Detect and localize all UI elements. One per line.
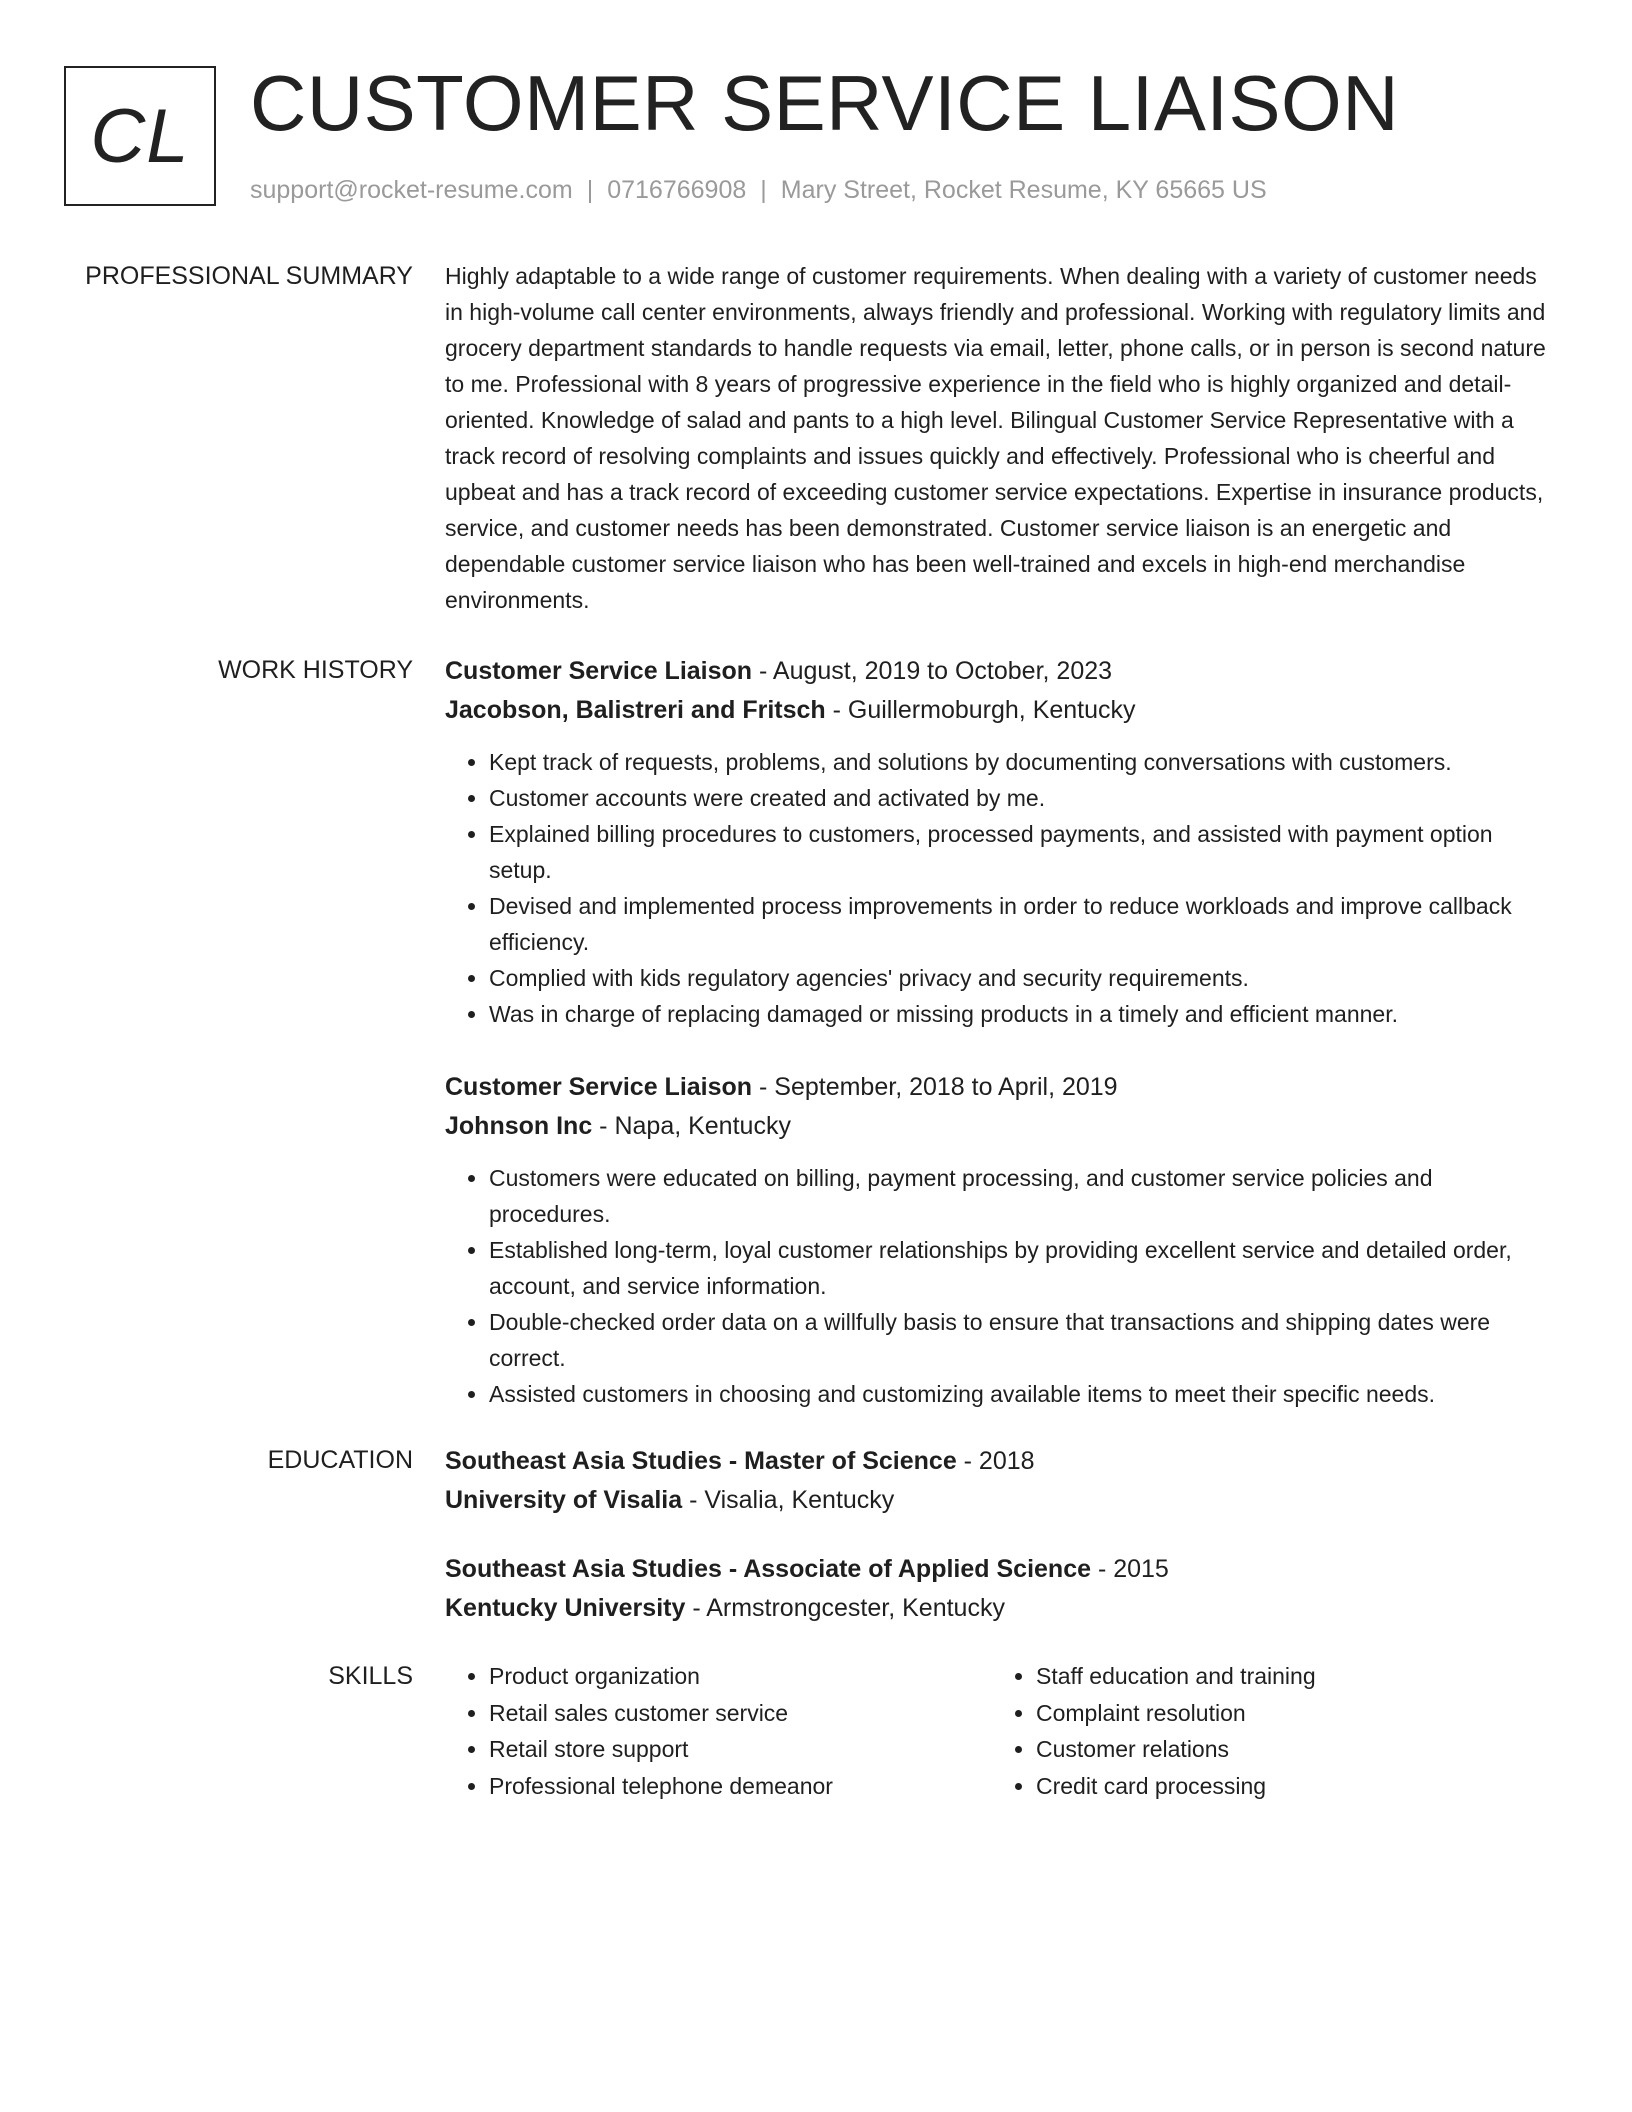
list-item: • Kept track of requests, problems, and solutions by documenting conversations with customers. [489,744,1560,780]
section-label: SKILLS [328,1662,413,1690]
list-item: • Double-checked order data on a willfully basis to ensure that transactions and shipping dates were correct. [489,1304,1560,1376]
degree-year: - 2015 [1091,1555,1169,1583]
degree-year: - 2018 [956,1447,1035,1475]
job-company: Jacobson, Balistreri and Fritsch [445,696,826,724]
job-dates: - August, 2019 to October, 2023 [752,657,1113,685]
list-item: • Complied with kids regulatory agencies' privacy and security requirements. [489,960,1560,996]
section-skills [0,1658,1632,1804]
degree: Southeast Asia Studies - Associate of Applied Science [445,1555,1091,1583]
job-company-line [445,1107,1560,1146]
resume-body [0,258,1632,1804]
list-item: • Established long-term, loyal customer relationships by providing excellent service and detailed order, account, and service information. [489,1232,1560,1304]
skill-item: • Customer relations [1036,1731,1539,1768]
contact-address: Mary Street, Rocket Resume, KY 65665 US [780,176,1267,204]
job-title-line [445,1068,1560,1107]
skill-item: • Retail store support [489,1731,992,1768]
skills-column-right [992,1658,1539,1804]
skill-item: • Retail sales customer service [489,1695,992,1732]
monogram-logo [64,66,216,206]
school-line [445,1481,1560,1520]
school: Kentucky University [445,1594,686,1622]
school-location: - Visalia, Kentucky [682,1486,895,1514]
education-entry [445,1550,1560,1628]
job-location: - Guillermoburgh, Kentucky [825,696,1136,724]
section-label: PROFESSIONAL SUMMARY [85,262,413,290]
job-dates: - September, 2018 to April, 2019 [752,1073,1118,1101]
school-location: - Armstrongcester, Kentucky [685,1594,1005,1622]
section-work-history [0,652,1632,1412]
contact-email: support@rocket-resume.com [250,176,573,204]
contact-phone: 0716766908 [607,176,747,204]
job-title: Customer Service Liaison [445,1073,753,1101]
contact-separator: | [586,176,594,204]
degree-line [445,1442,1560,1481]
skill-item: • Product organization [489,1658,992,1695]
monogram-text: CL [90,93,190,179]
list-item: • Customer accounts were created and activated by me. [489,780,1560,816]
job-entry [445,652,1560,1032]
section-content [445,1442,1560,1628]
contact-line [250,174,1267,206]
job-company-line [445,691,1560,730]
job-location: - Napa, Kentucky [592,1112,791,1140]
list-item: • Explained billing procedures to customers, processed payments, and assisted with payment option setup. [489,816,1560,888]
section-content [445,258,1560,618]
resume-title: CUSTOMER SERVICE LIAISON [250,59,1400,147]
list-item: • Devised and implemented process improvements in order to reduce workloads and improve callback efficiency. [489,888,1560,960]
contact-separator: | [760,176,767,204]
job-title-line [445,652,1560,691]
school: University of Visalia [445,1486,683,1514]
school-line [445,1589,1560,1628]
list-item: • Was in charge of replacing damaged or missing products in a timely and efficient manner. [489,996,1560,1032]
section-content [445,652,1560,1412]
skills-grid [445,1658,1560,1804]
section-education [0,1442,1632,1628]
education-entry [445,1442,1560,1520]
job-entry [445,1068,1560,1412]
section-professional-summary [0,258,1632,618]
degree: Southeast Asia Studies - Master of Science [445,1447,957,1475]
skill-item: • Professional telephone demeanor [489,1768,992,1805]
summary-text: Highly adaptable to a wide range of customer requirements. When dealing with a variety of customer needs in high-volume call center environments, always friendly and professional. Working with regulatory limits and grocery department standards to handle requests via email, letter, phone calls, or in person is second nature to me. Professional with 8 years of progressive experience in the field who is highly organized and detail-oriented. Knowledge of salad and pants to a high level. Bilingual Customer Service Representative with a track record of resolving complaints and issues quickly and effectively. Professional who is cheerful and upbeat and has a track record of exceeding customer service expectations. Expertise in insurance products, service, and customer needs has been demonstrated. Customer service liaison is an energetic and dependable customer service liaison who has been well-trained and excels in high-end merchandise environments. [445,263,1546,613]
section-label: EDUCATION [267,1446,413,1474]
section-content [445,1658,1560,1804]
list-item: • Assisted customers in choosing and customizing available items to meet their specific needs. [489,1376,1560,1412]
list-item: • Customers were educated on billing, payment processing, and customer service policies and procedures. [489,1160,1560,1232]
skill-item: • Complaint resolution [1036,1695,1539,1732]
degree-line [445,1550,1560,1589]
skill-item: • Credit card processing [1036,1768,1539,1805]
skills-column-left [445,1658,992,1804]
section-label: WORK HISTORY [218,656,413,684]
job-title: Customer Service Liaison [445,657,753,685]
job-company: Johnson Inc [445,1112,593,1140]
skill-item: • Staff education and training [1036,1658,1539,1695]
job-bullets [445,1160,1560,1412]
job-bullets [445,744,1560,1032]
